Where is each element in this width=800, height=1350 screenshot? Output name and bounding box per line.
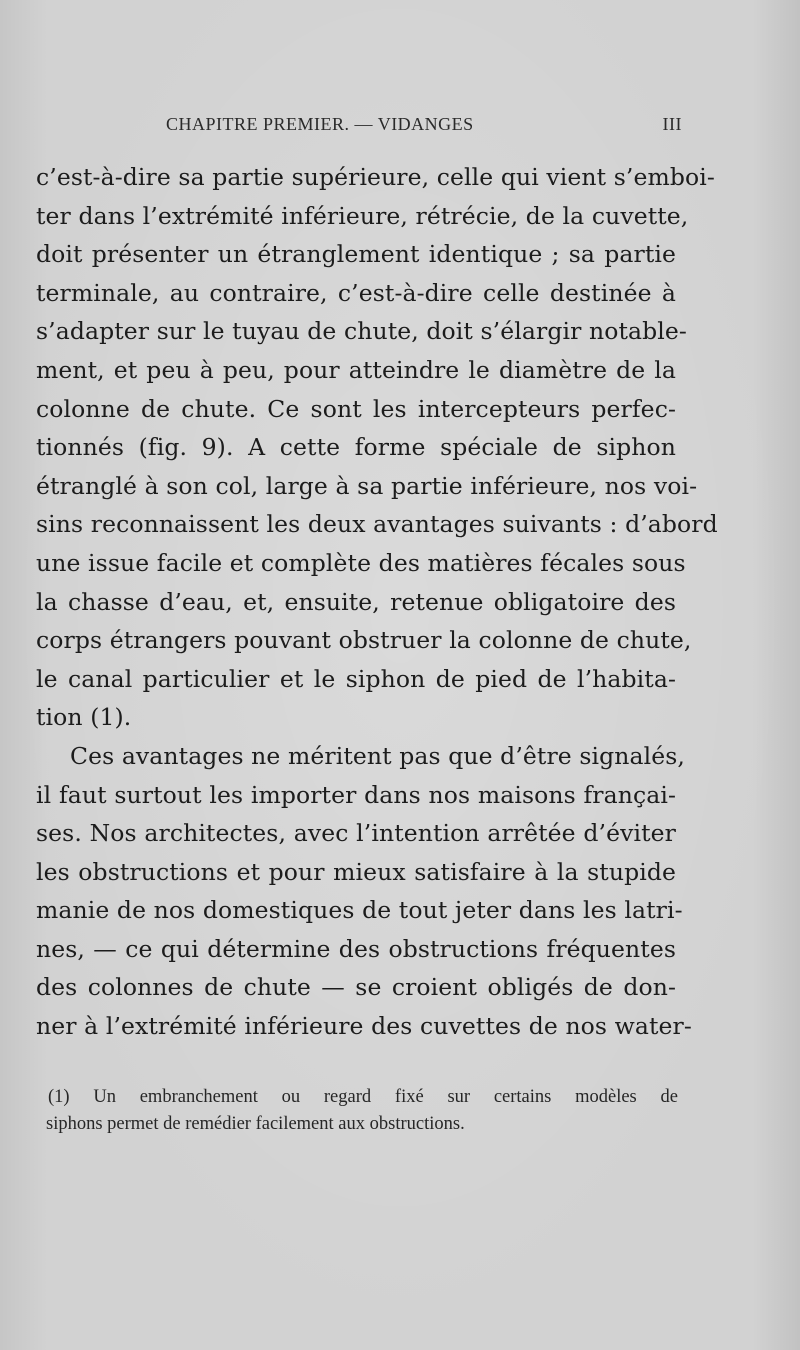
text-line: tionnés (fig. 9). A cette forme spéciale de siphon <box>36 433 676 462</box>
running-head <box>150 114 682 140</box>
text-line: ses. Nos architectes, avec l’intention arrêtée d’éviter <box>36 819 676 848</box>
text-line: s’adapter sur le tuyau de chute, doit s’élargir notable- <box>36 317 687 346</box>
text-line: terminale, au contraire, c’est-à-dire celle destinée à <box>36 278 676 307</box>
text-line: le canal particulier et le siphon de pied de l’habita- <box>36 664 676 693</box>
text-line: tion (1). <box>36 703 132 732</box>
text-line: Ces avantages ne méritent pas que d’être signalés, <box>70 741 685 770</box>
text-line: c’est-à-dire sa partie supérieure, celle qui vient s’emboi- <box>36 163 715 191</box>
text-line: nes, — ce qui détermine des obstructions fréquentes <box>36 934 676 963</box>
text-line: sins reconnaissent les deux avantages suivants : d’abord <box>36 510 718 539</box>
page-number: III <box>662 114 682 134</box>
text-line: ment, et peu à peu, pour atteindre le diamètre de la <box>36 355 676 384</box>
text-line: manie de nos domestiques de tout jeter dans les latri- <box>36 896 683 925</box>
footnote-line: siphons permet de remédier facilement aux obstructions. <box>46 1114 465 1134</box>
text-line: doit présenter un étranglement identique ; sa partie <box>36 240 676 269</box>
paragraph-2 <box>36 737 692 1046</box>
text-line: colonne de chute. Ce sont les intercepteurs perfec- <box>36 394 676 423</box>
text-line: il faut surtout les importer dans nos maisons françai- <box>36 780 676 809</box>
text-line: les obstructions et pour mieux satisfaire à la stupide <box>36 857 676 886</box>
text-line: corps étrangers pouvant obstruer la colonne de chute, <box>36 626 692 655</box>
text-line: la chasse d’eau, et, ensuite, retenue obligatoire des <box>36 587 676 616</box>
running-title: CHAPITRE PREMIER. — VIDANGES <box>166 114 474 134</box>
text-line: étranglé à son col, large à sa partie inférieure, nos voi- <box>36 471 698 500</box>
body-text <box>36 158 718 1046</box>
footnote-line: (1) Un embranchement ou regard fixé sur certains modèles de <box>48 1087 678 1107</box>
paragraph-1 <box>36 158 718 737</box>
footnote <box>46 1084 678 1138</box>
text-line: une issue facile et complète des matières fécales sous <box>36 548 686 577</box>
text-line: des colonnes de chute — se croient obligés de don- <box>36 973 676 1002</box>
text-line: ner à l’extrémité inférieure des cuvettes de nos water- <box>36 1012 692 1041</box>
text-line: ter dans l’extrémité inférieure, rétrécie, de la cuvette, <box>36 201 689 230</box>
